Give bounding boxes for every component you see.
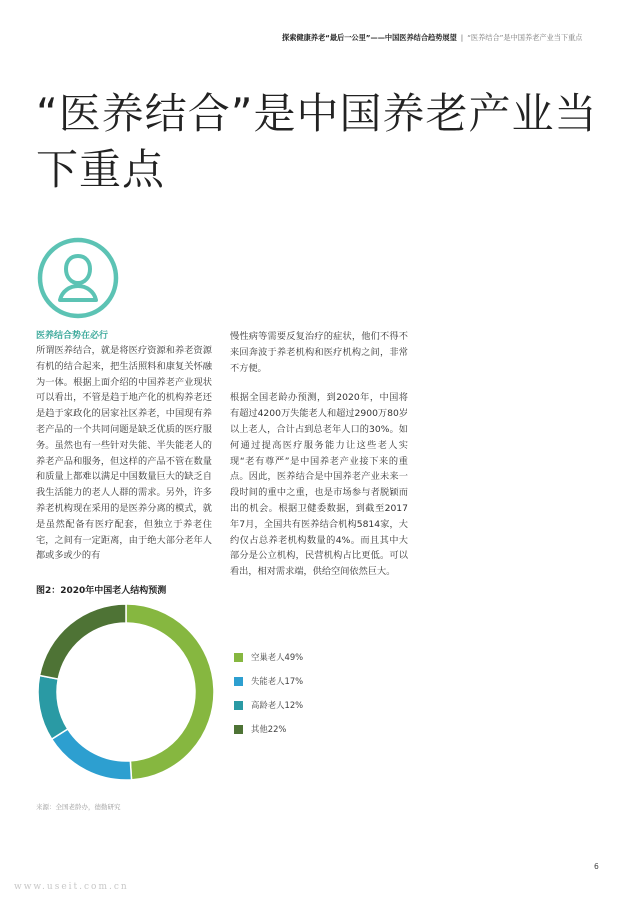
page-title: “医养结合”是中国养老产业当下重点 <box>36 89 598 194</box>
chart-legend <box>234 645 303 741</box>
legend-item <box>234 645 303 669</box>
legend-swatch <box>234 677 243 686</box>
user-profile-icon <box>36 236 120 320</box>
body-paragraph: 所谓医养结合，就是将医疗资源和养老资源有机的结合起来，把生活照料和康复关怀融为一体。根据上面介绍的中国养老产业现状可以看出，不管是趋于地产化的机构养老还是趋于家政化的居家社区养老，中国现有养老产品的一个共同问题是缺乏优质的医疗服务。虽然也有一些针对失能、半失能老人的养老产品和服务，但这样的产品不管在数量和质量上都难以满足中国数量巨大的缺乏自我生活能力的老人人群的需求。另外，许多养老机构现在采用的是医养分离的模式，就是虽然配备有医疗配套，但独立于养老住宅，之间有一定距离，由于绝大部分老年人都或多或少的有 <box>36 345 212 562</box>
donut-slice <box>126 604 214 780</box>
legend-swatch <box>234 653 243 662</box>
running-header <box>282 33 622 43</box>
right-text-column <box>230 329 408 580</box>
donut-slice <box>52 729 132 780</box>
figure-title: 图2：2020年中国老人结构预测 <box>36 586 167 596</box>
donut-chart <box>36 594 216 790</box>
legend-swatch <box>234 701 243 710</box>
legend-label: 高龄老人12% <box>251 700 304 710</box>
section-heading: 医养结合势在必行 <box>36 331 109 341</box>
legend-item <box>234 669 303 693</box>
donut-slice <box>38 676 68 740</box>
legend-item <box>234 693 303 717</box>
figure-source: 来源：全国老龄办，德勤研究 <box>36 803 121 811</box>
legend-label: 其他22% <box>251 724 287 734</box>
body-paragraph: 慢性病等需要反复治疗的症状，他们不得不来回奔波于养老机构和医疗机构之间，非常不方便。 <box>230 331 408 374</box>
left-text-column <box>36 330 212 564</box>
header-separator: | <box>460 33 464 42</box>
legend-label: 空巢老人49% <box>251 652 304 662</box>
legend-label: 失能老人17% <box>251 676 304 686</box>
header-report-title: 探索健康养老“最后一公里”——中国医养结合趋势展望 <box>282 33 457 42</box>
legend-item <box>234 717 303 741</box>
body-paragraph: 根据全国老龄办预测，到2020年，中国将有超过4200万失能老人和超过2900万80岁以上老人，合计占到总老年人口的30%。如何通过提高医疗服务能力让这些老人实现“老有尊严”是中国养老产业接下来的重点。因此，医养结合是中国养老产业未来一段时间的重中之重，也是市场参与者脱颖而出的机会。根据卫健委数据，到截至2017年7月，全国共有医养结合机构5814家，大约仅占总养老机构数量的4%。而且其中大部分是公立机构，民营机构占比更低。可以看出，相对需求端，供给空间依然巨大。 <box>230 392 408 578</box>
legend-swatch <box>234 725 243 734</box>
donut-slice <box>40 604 126 679</box>
page-number: 6 <box>594 862 599 871</box>
header-section-title: “医养结合”是中国养老产业当下重点 <box>467 33 583 42</box>
watermark: www.useit.com.cn <box>14 882 129 892</box>
